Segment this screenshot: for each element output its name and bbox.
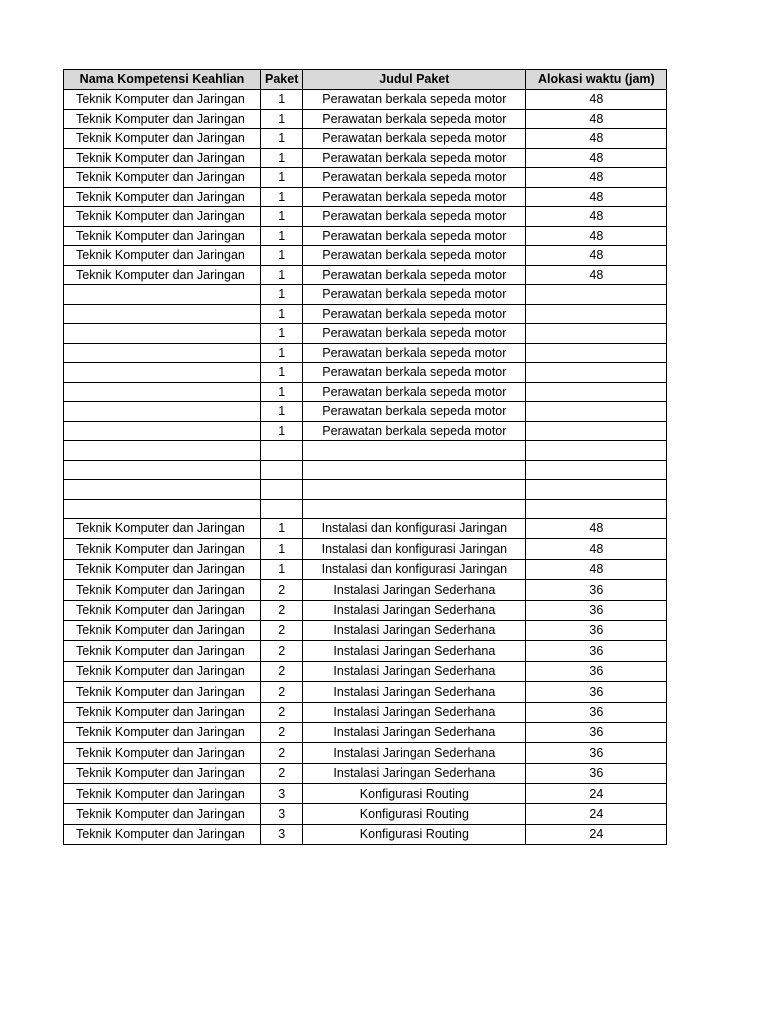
header-nama-kompetensi: Nama Kompetensi Keahlian bbox=[64, 70, 261, 90]
cell-alokasi-waktu: 36 bbox=[526, 661, 667, 681]
cell-paket: 1 bbox=[261, 129, 303, 149]
table-row bbox=[64, 207, 667, 227]
cell-alokasi-waktu: 48 bbox=[526, 187, 667, 207]
cell-judul-paket: Instalasi Jaringan Sederhana bbox=[303, 743, 526, 763]
table-row bbox=[64, 90, 667, 110]
cell-paket: 1 bbox=[261, 285, 303, 305]
cell-paket: 2 bbox=[261, 722, 303, 742]
cell-alokasi-waktu: 48 bbox=[526, 265, 667, 285]
cell-judul-paket: Konfigurasi Routing bbox=[303, 784, 526, 804]
table-row bbox=[64, 824, 667, 844]
cell-nama-kompetensi: Teknik Komputer dan Jaringan bbox=[64, 600, 261, 620]
cell-judul-paket: Perawatan berkala sepeda motor bbox=[303, 226, 526, 246]
cell-nama-kompetensi bbox=[64, 402, 261, 422]
table-row bbox=[64, 620, 667, 640]
table-row bbox=[64, 226, 667, 246]
cell-judul-paket: Perawatan berkala sepeda motor bbox=[303, 207, 526, 227]
cell-nama-kompetensi bbox=[64, 324, 261, 344]
cell-paket: 1 bbox=[261, 382, 303, 402]
cell-paket bbox=[261, 441, 303, 461]
cell-judul-paket: Konfigurasi Routing bbox=[303, 804, 526, 824]
cell-judul-paket bbox=[303, 480, 526, 500]
cell-judul-paket: Perawatan berkala sepeda motor bbox=[303, 382, 526, 402]
cell-judul-paket bbox=[303, 460, 526, 480]
cell-paket: 2 bbox=[261, 620, 303, 640]
cell-alokasi-waktu bbox=[526, 421, 667, 441]
cell-alokasi-waktu: 48 bbox=[526, 148, 667, 168]
cell-judul-paket: Instalasi dan konfigurasi Jaringan bbox=[303, 559, 526, 579]
table-row bbox=[64, 285, 667, 305]
cell-alokasi-waktu bbox=[526, 382, 667, 402]
header-row bbox=[64, 70, 667, 90]
cell-judul-paket: Perawatan berkala sepeda motor bbox=[303, 421, 526, 441]
cell-paket: 1 bbox=[261, 539, 303, 559]
cell-judul-paket: Instalasi Jaringan Sederhana bbox=[303, 722, 526, 742]
table-row bbox=[64, 246, 667, 266]
header-judul-paket: Judul Paket bbox=[303, 70, 526, 90]
cell-paket: 2 bbox=[261, 763, 303, 783]
table-row bbox=[64, 187, 667, 207]
cell-nama-kompetensi bbox=[64, 499, 261, 519]
cell-paket: 2 bbox=[261, 661, 303, 681]
table-row bbox=[64, 580, 667, 600]
cell-paket: 1 bbox=[261, 402, 303, 422]
cell-judul-paket: Instalasi Jaringan Sederhana bbox=[303, 620, 526, 640]
table-row bbox=[64, 539, 667, 559]
header-alokasi-waktu: Alokasi waktu (jam) bbox=[526, 70, 667, 90]
cell-judul-paket: Perawatan berkala sepeda motor bbox=[303, 187, 526, 207]
cell-nama-kompetensi: Teknik Komputer dan Jaringan bbox=[64, 682, 261, 702]
cell-paket: 1 bbox=[261, 324, 303, 344]
cell-alokasi-waktu: 48 bbox=[526, 129, 667, 149]
cell-nama-kompetensi: Teknik Komputer dan Jaringan bbox=[64, 743, 261, 763]
cell-alokasi-waktu bbox=[526, 343, 667, 363]
cell-paket: 1 bbox=[261, 265, 303, 285]
cell-alokasi-waktu: 36 bbox=[526, 722, 667, 742]
table-row bbox=[64, 363, 667, 383]
cell-nama-kompetensi bbox=[64, 382, 261, 402]
cell-alokasi-waktu bbox=[526, 285, 667, 305]
cell-nama-kompetensi: Teknik Komputer dan Jaringan bbox=[64, 641, 261, 661]
cell-alokasi-waktu: 48 bbox=[526, 539, 667, 559]
table-row bbox=[64, 324, 667, 344]
cell-alokasi-waktu bbox=[526, 480, 667, 500]
table-row bbox=[64, 265, 667, 285]
cell-judul-paket: Instalasi Jaringan Sederhana bbox=[303, 600, 526, 620]
cell-paket: 1 bbox=[261, 343, 303, 363]
cell-paket: 1 bbox=[261, 207, 303, 227]
table-row bbox=[64, 148, 667, 168]
cell-judul-paket: Instalasi Jaringan Sederhana bbox=[303, 661, 526, 681]
cell-paket: 1 bbox=[261, 304, 303, 324]
cell-nama-kompetensi bbox=[64, 460, 261, 480]
cell-nama-kompetensi: Teknik Komputer dan Jaringan bbox=[64, 519, 261, 539]
cell-judul-paket: Perawatan berkala sepeda motor bbox=[303, 285, 526, 305]
cell-nama-kompetensi bbox=[64, 304, 261, 324]
cell-nama-kompetensi: Teknik Komputer dan Jaringan bbox=[64, 722, 261, 742]
cell-nama-kompetensi: Teknik Komputer dan Jaringan bbox=[64, 804, 261, 824]
cell-paket: 1 bbox=[261, 187, 303, 207]
table-row bbox=[64, 343, 667, 363]
cell-judul-paket bbox=[303, 441, 526, 461]
cell-paket: 1 bbox=[261, 109, 303, 129]
cell-alokasi-waktu: 48 bbox=[526, 207, 667, 227]
table-row bbox=[64, 804, 667, 824]
table-row bbox=[64, 702, 667, 722]
cell-alokasi-waktu: 48 bbox=[526, 168, 667, 188]
cell-judul-paket: Perawatan berkala sepeda motor bbox=[303, 168, 526, 188]
cell-judul-paket: Instalasi Jaringan Sederhana bbox=[303, 763, 526, 783]
table-row bbox=[64, 763, 667, 783]
cell-judul-paket bbox=[303, 499, 526, 519]
cell-alokasi-waktu: 48 bbox=[526, 519, 667, 539]
cell-alokasi-waktu: 36 bbox=[526, 600, 667, 620]
cell-judul-paket: Instalasi Jaringan Sederhana bbox=[303, 641, 526, 661]
cell-alokasi-waktu bbox=[526, 499, 667, 519]
table-row bbox=[64, 304, 667, 324]
cell-judul-paket: Perawatan berkala sepeda motor bbox=[303, 304, 526, 324]
table-row bbox=[64, 784, 667, 804]
table-row bbox=[64, 499, 667, 519]
cell-nama-kompetensi bbox=[64, 343, 261, 363]
cell-paket: 1 bbox=[261, 559, 303, 579]
cell-nama-kompetensi: Teknik Komputer dan Jaringan bbox=[64, 661, 261, 681]
table-body bbox=[64, 90, 667, 845]
cell-paket: 3 bbox=[261, 824, 303, 844]
cell-alokasi-waktu bbox=[526, 441, 667, 461]
cell-paket: 1 bbox=[261, 519, 303, 539]
cell-judul-paket: Instalasi Jaringan Sederhana bbox=[303, 682, 526, 702]
cell-paket: 1 bbox=[261, 226, 303, 246]
cell-alokasi-waktu: 48 bbox=[526, 246, 667, 266]
cell-nama-kompetensi: Teknik Komputer dan Jaringan bbox=[64, 620, 261, 640]
cell-paket: 1 bbox=[261, 90, 303, 110]
cell-paket bbox=[261, 460, 303, 480]
cell-nama-kompetensi: Teknik Komputer dan Jaringan bbox=[64, 168, 261, 188]
cell-paket: 2 bbox=[261, 743, 303, 763]
cell-paket: 2 bbox=[261, 580, 303, 600]
cell-alokasi-waktu: 24 bbox=[526, 784, 667, 804]
cell-alokasi-waktu: 36 bbox=[526, 580, 667, 600]
cell-alokasi-waktu: 36 bbox=[526, 763, 667, 783]
cell-paket: 2 bbox=[261, 682, 303, 702]
cell-nama-kompetensi: Teknik Komputer dan Jaringan bbox=[64, 784, 261, 804]
cell-nama-kompetensi: Teknik Komputer dan Jaringan bbox=[64, 109, 261, 129]
cell-paket: 1 bbox=[261, 148, 303, 168]
cell-nama-kompetensi: Teknik Komputer dan Jaringan bbox=[64, 246, 261, 266]
table-row bbox=[64, 600, 667, 620]
table-row bbox=[64, 168, 667, 188]
cell-alokasi-waktu: 48 bbox=[526, 109, 667, 129]
cell-judul-paket: Perawatan berkala sepeda motor bbox=[303, 90, 526, 110]
cell-paket: 1 bbox=[261, 421, 303, 441]
cell-nama-kompetensi: Teknik Komputer dan Jaringan bbox=[64, 187, 261, 207]
cell-nama-kompetensi: Teknik Komputer dan Jaringan bbox=[64, 559, 261, 579]
cell-judul-paket: Instalasi dan konfigurasi Jaringan bbox=[303, 539, 526, 559]
cell-paket: 1 bbox=[261, 246, 303, 266]
header-paket: Paket bbox=[261, 70, 303, 90]
table-row bbox=[64, 480, 667, 500]
table-row bbox=[64, 129, 667, 149]
table-row bbox=[64, 421, 667, 441]
cell-nama-kompetensi bbox=[64, 441, 261, 461]
table-row bbox=[64, 460, 667, 480]
cell-paket: 1 bbox=[261, 363, 303, 383]
cell-judul-paket: Instalasi Jaringan Sederhana bbox=[303, 702, 526, 722]
cell-paket bbox=[261, 480, 303, 500]
cell-alokasi-waktu: 24 bbox=[526, 824, 667, 844]
cell-paket: 2 bbox=[261, 702, 303, 722]
table-row bbox=[64, 661, 667, 681]
cell-judul-paket: Perawatan berkala sepeda motor bbox=[303, 109, 526, 129]
cell-alokasi-waktu: 48 bbox=[526, 90, 667, 110]
cell-nama-kompetensi: Teknik Komputer dan Jaringan bbox=[64, 763, 261, 783]
cell-nama-kompetensi: Teknik Komputer dan Jaringan bbox=[64, 580, 261, 600]
table-row bbox=[64, 402, 667, 422]
cell-nama-kompetensi bbox=[64, 421, 261, 441]
table-row bbox=[64, 722, 667, 742]
cell-alokasi-waktu bbox=[526, 324, 667, 344]
cell-nama-kompetensi: Teknik Komputer dan Jaringan bbox=[64, 226, 261, 246]
cell-nama-kompetensi bbox=[64, 285, 261, 305]
cell-judul-paket: Instalasi Jaringan Sederhana bbox=[303, 580, 526, 600]
cell-alokasi-waktu: 36 bbox=[526, 682, 667, 702]
cell-nama-kompetensi bbox=[64, 480, 261, 500]
cell-judul-paket: Perawatan berkala sepeda motor bbox=[303, 265, 526, 285]
cell-judul-paket: Instalasi dan konfigurasi Jaringan bbox=[303, 519, 526, 539]
cell-alokasi-waktu: 48 bbox=[526, 559, 667, 579]
cell-alokasi-waktu bbox=[526, 402, 667, 422]
cell-alokasi-waktu: 36 bbox=[526, 620, 667, 640]
cell-nama-kompetensi: Teknik Komputer dan Jaringan bbox=[64, 148, 261, 168]
table-row bbox=[64, 682, 667, 702]
cell-alokasi-waktu: 36 bbox=[526, 743, 667, 763]
cell-paket: 2 bbox=[261, 641, 303, 661]
cell-paket: 3 bbox=[261, 804, 303, 824]
cell-nama-kompetensi: Teknik Komputer dan Jaringan bbox=[64, 129, 261, 149]
table-row bbox=[64, 559, 667, 579]
cell-paket bbox=[261, 499, 303, 519]
cell-judul-paket: Perawatan berkala sepeda motor bbox=[303, 363, 526, 383]
cell-alokasi-waktu: 48 bbox=[526, 226, 667, 246]
cell-judul-paket: Konfigurasi Routing bbox=[303, 824, 526, 844]
cell-alokasi-waktu: 24 bbox=[526, 804, 667, 824]
cell-nama-kompetensi: Teknik Komputer dan Jaringan bbox=[64, 702, 261, 722]
cell-paket: 3 bbox=[261, 784, 303, 804]
cell-alokasi-waktu: 36 bbox=[526, 641, 667, 661]
table-row bbox=[64, 743, 667, 763]
table-row bbox=[64, 441, 667, 461]
cell-judul-paket: Perawatan berkala sepeda motor bbox=[303, 148, 526, 168]
table-row bbox=[64, 519, 667, 539]
table-row bbox=[64, 382, 667, 402]
cell-nama-kompetensi: Teknik Komputer dan Jaringan bbox=[64, 265, 261, 285]
cell-nama-kompetensi bbox=[64, 363, 261, 383]
cell-alokasi-waktu bbox=[526, 460, 667, 480]
cell-judul-paket: Perawatan berkala sepeda motor bbox=[303, 343, 526, 363]
cell-nama-kompetensi: Teknik Komputer dan Jaringan bbox=[64, 90, 261, 110]
cell-judul-paket: Perawatan berkala sepeda motor bbox=[303, 246, 526, 266]
cell-nama-kompetensi: Teknik Komputer dan Jaringan bbox=[64, 207, 261, 227]
cell-paket: 2 bbox=[261, 600, 303, 620]
cell-judul-paket: Perawatan berkala sepeda motor bbox=[303, 129, 526, 149]
table-row bbox=[64, 109, 667, 129]
cell-alokasi-waktu bbox=[526, 363, 667, 383]
cell-alokasi-waktu bbox=[526, 304, 667, 324]
cell-judul-paket: Perawatan berkala sepeda motor bbox=[303, 324, 526, 344]
table-row bbox=[64, 641, 667, 661]
cell-alokasi-waktu: 36 bbox=[526, 702, 667, 722]
kompetensi-table bbox=[63, 69, 667, 845]
cell-nama-kompetensi: Teknik Komputer dan Jaringan bbox=[64, 824, 261, 844]
cell-judul-paket: Perawatan berkala sepeda motor bbox=[303, 402, 526, 422]
cell-paket: 1 bbox=[261, 168, 303, 188]
cell-nama-kompetensi: Teknik Komputer dan Jaringan bbox=[64, 539, 261, 559]
